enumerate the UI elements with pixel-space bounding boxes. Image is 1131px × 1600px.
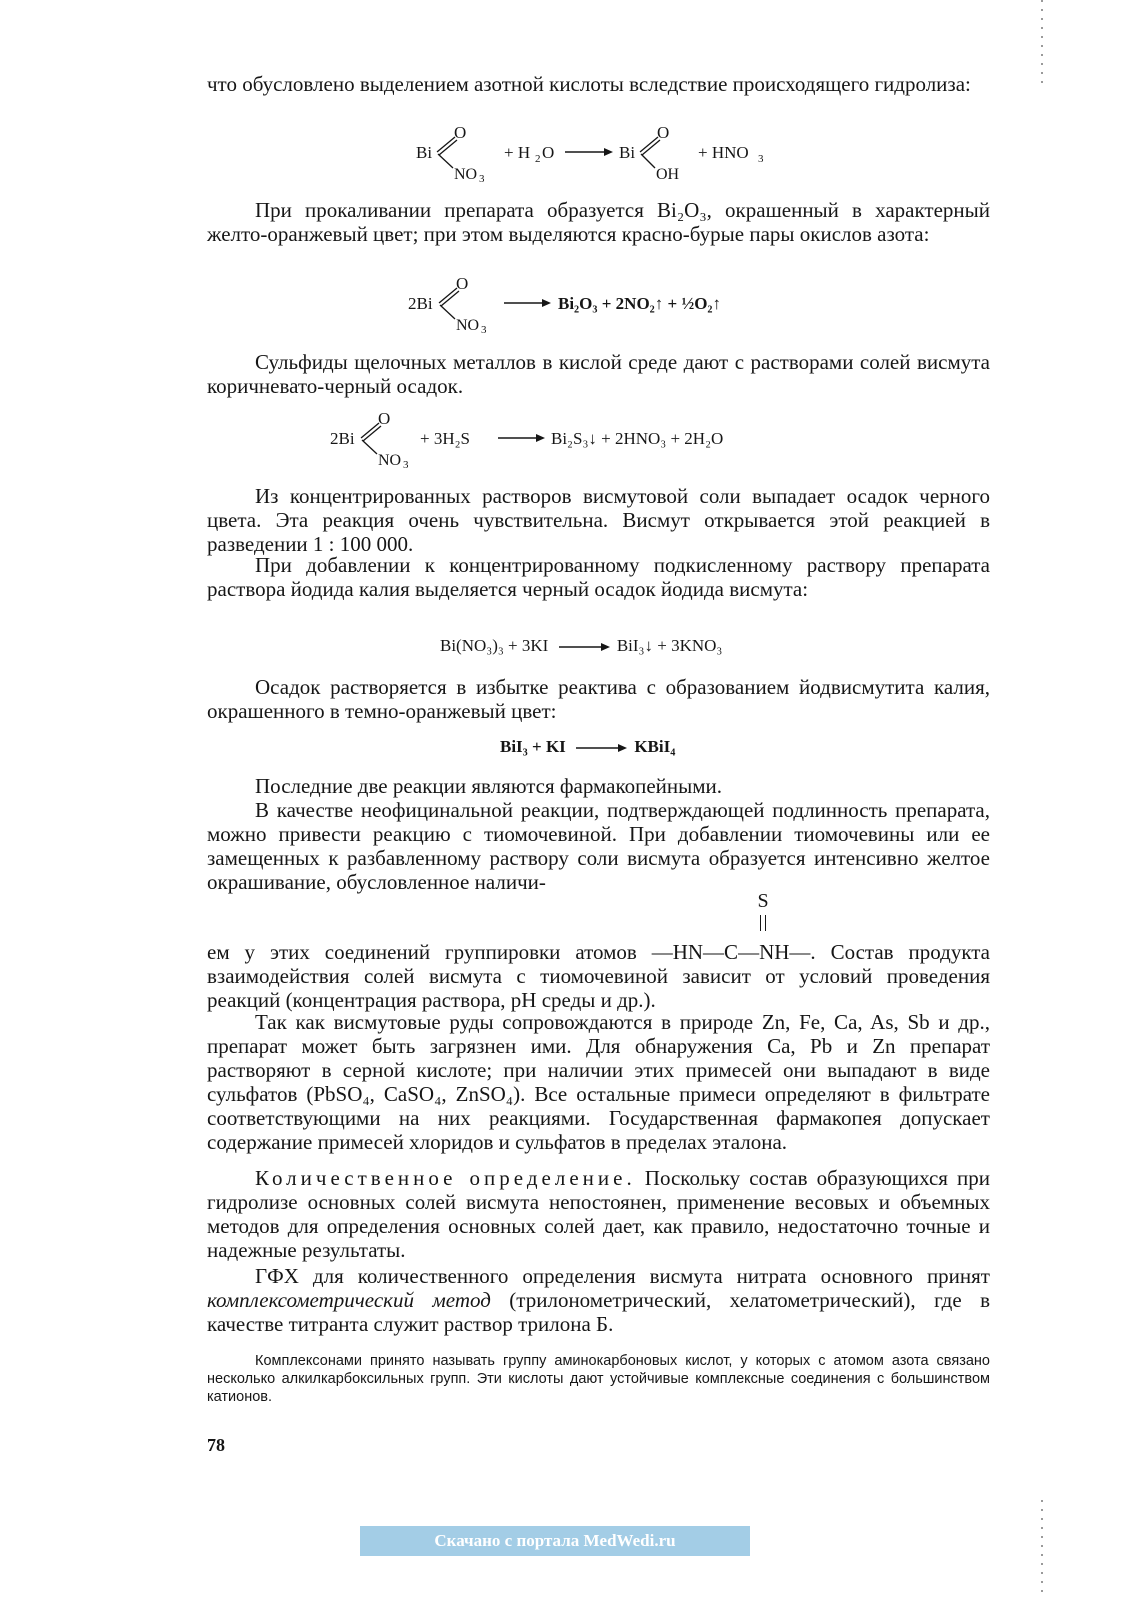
paragraph-pharmacopoeial: Последние две реакции являются фармакопейными. (255, 774, 723, 798)
eq4-left: Bi(NO₃)₃ + 3KI (440, 636, 549, 655)
paragraph-thiourea-group: ем у этих соединений группировки атомов —HN—C—NH—. Состав продукта взаимодействия солей висмута с тиомочевиной зависит от условий проведения реакций (концентрация раствора, pH среды и др.). (207, 940, 990, 1012)
page-number: 78 (207, 1435, 225, 1455)
paragraph-hydrolysis-intro: что обусловлено выделением азотной кислоты вследствие происходящего гидролиза: (207, 72, 971, 96)
eq4-right: BiI₃↓ + 3KNO₃ (616, 636, 723, 655)
eq1-oh: OH (656, 166, 680, 183)
paragraph-calcination: При прокаливании препарата образуется Bi₂O₃, окрашенный в характерный желто-оранжевый цвет; при этом выделяются красно-бурые пары окислов азота: (207, 198, 990, 246)
eq5-left: BiI₃ + KI (500, 737, 566, 756)
complexometric-end: (трилонометрический, хелатометрический), где в качестве титранта служит раствор трилона Б. (207, 1288, 990, 1336)
eq3-no-sub: 3 (403, 459, 409, 471)
complexometric-start: ГФХ для количественного определения висмута нитрата основного принят (255, 1264, 990, 1288)
eq1-hno3-sub: 3 (758, 153, 764, 165)
quantitative-body: Поскольку состав образующихся при гидролизе основных солей висмута непостоянен, применение весовых и объемных методов для определения основных солей дает, как правило, недостаточно точные и надежные результаты. (207, 1166, 991, 1262)
paragraph-potassium-iodide: При добавлении к концентрированному подкисленному раствору препарата раствора йодида калия выделяется черный осадок йодида висмута: (207, 553, 990, 601)
eq1-o-product: O (657, 123, 670, 142)
eq1-plus-hno3: + HNO (698, 143, 749, 162)
eq5-right: KBiI₄ (634, 737, 676, 756)
eq2-coef-bi: 2Bi (408, 294, 433, 313)
scan-edge-mark-bottom (1041, 1500, 1043, 1595)
eq1-bi: Bi (416, 143, 433, 162)
eq4-arrow (553, 641, 613, 653)
eq2-products: Bi₂O₃ + 2NO₂↑ + ½O₂↑ (558, 294, 722, 313)
eq1-water-o: O (542, 143, 555, 162)
paragraph-thiourea-reaction: В качестве неофицинальной реакции, подтверждающей подлинность препарата, можно привести реакцию с тиомочевиной. При добавлении тиомочевины или ее замещенных к разбавленному раствору соли висмута образуется интенсивно желтое окрашивание, обусловленное наличи- (207, 798, 990, 894)
eq1-bi-product: Bi (619, 143, 636, 162)
eq3-reagent: + 3H₂S (420, 429, 470, 448)
eq1-o: O (454, 123, 467, 142)
thiourea-sulfur-atom: S (757, 890, 769, 912)
equation-calcination (406, 275, 796, 335)
section-heading-quantitative: Количественное определение. (255, 1166, 636, 1190)
eq2-no: NO (456, 317, 480, 334)
eq3-products: Bi₂S₃↓ + 2HNO₃ + 2H₂O (551, 429, 724, 448)
paragraph-sulfides: Сульфиды щелочных металлов в кислой среде дают с растворами солей висмута коричневато-черный осадок. (207, 350, 990, 398)
thiourea-double-bond (760, 915, 766, 931)
scan-edge-mark-top (1041, 0, 1043, 90)
paragraph-complexometric (207, 1264, 990, 1336)
paragraph-impurities: Так как висмутовые руды сопровождаются в природе Zn, Fe, Ca, As, Sb и др., препарат может быть загрязнен ими. Для обнаружения Ca, Pb и Zn препарат растворяют в серной кислоте; при наличии этих примесей они выпадают в виде сульфатов (PbSO₄, CaSO₄, ZnSO₄). Все остальные примеси определяют в фильтрате соответствующими на них реакциями. Государственная фармакопея допускает содержание примесей хлоридов и сульфатов в пределах эталона. (207, 1010, 990, 1154)
eq2-o: O (456, 274, 469, 293)
paragraph-iodobismuthite: Осадок растворяется в избытке реактива с образованием йодвисмутита калия, окрашенного в темно-оранжевый цвет: (207, 675, 990, 723)
footnote: Комплексонами принято называть группу аминокарбоновых кислот, у которых с атомом азота связано несколько алкилкарбоксильных групп. Эти кислоты дают устойчивые комплексные соединения с большинством катионов. (207, 1353, 990, 1405)
eq1-no-sub: 3 (479, 173, 485, 185)
equation-bismuth-iodide (440, 637, 722, 654)
equation-iodobismuthite (500, 738, 675, 755)
eq3-o: O (378, 409, 391, 428)
eq3-no: NO (378, 452, 402, 469)
complexometric-method: комплексометрический метод (207, 1288, 491, 1312)
eq1-no: NO (454, 166, 478, 183)
paragraph-black-precipitate: Из концентрированных растворов висмутовой соли выпадает осадок черного цвета. Эта реакция очень чувствительна. Висмут открывается этой реакцией в разведении 1 : 100 000. (207, 484, 990, 556)
eq3-coef-bi: 2Bi (330, 429, 355, 448)
eq2-no-sub: 3 (481, 324, 487, 336)
paragraph-quantitative (207, 1166, 990, 1262)
eq1-plus-water: + H (504, 143, 531, 162)
download-banner: Скачано с портала MedWedi.ru (360, 1526, 750, 1556)
eq1-water-sub: 2 (535, 153, 541, 165)
eq5-arrow (570, 742, 630, 754)
equation-hydrolysis (412, 120, 792, 185)
equation-sulfide (328, 408, 778, 470)
